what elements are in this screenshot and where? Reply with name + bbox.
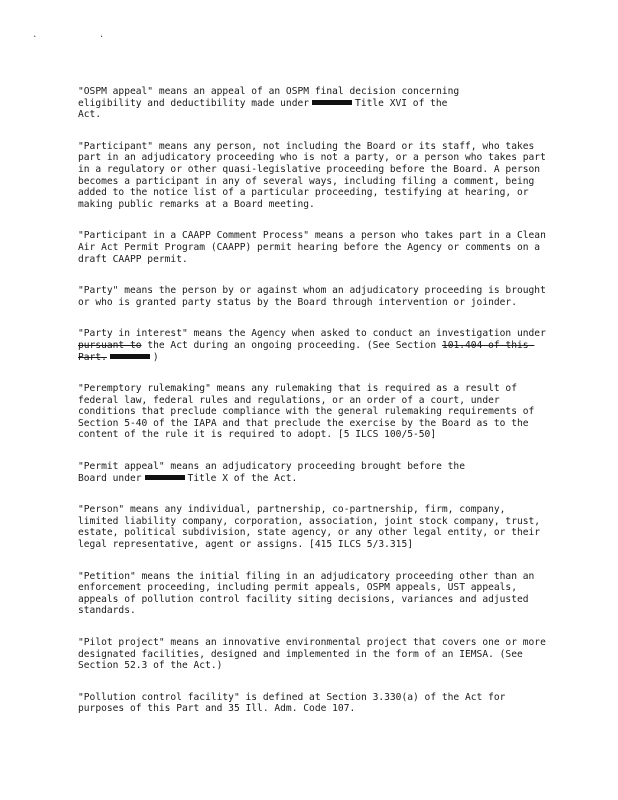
definition-permit-appeal (78, 461, 548, 484)
definition-party: "Party" means the person by or against whom an adjudicatory proceeding is brought or who is granted party status by the Board through intervention or joinder. (78, 285, 552, 308)
definition-text: ) (152, 351, 159, 363)
definition-text: Section (395, 339, 442, 351)
definition-text: the Act during an ongoing proceeding. (See (141, 339, 396, 351)
definition-person: "Person" means any individual, partnership, co-partnership, firm, company, limited liability company, corporation, association, joint stock company, trust, estate, political subdivision, state agency, or any other legal entity, or their legal representative, agent or assigns. [415 ILCS 5/3.315] (78, 504, 546, 551)
definition-text: Title XVI of the (355, 97, 448, 109)
definition-participant: "Participant" means any person, not including the Board or its staff, who takes part in an adjudicatory proceeding who is not a party, or a person who takes part in a regulatory or other quasi-legislative proceeding before the Board. A person becomes a participant in any of several ways, including filing a comment, being added to the notice list of a particular proceeding, testifying at hearing, or making public remarks at a Board meeting. (78, 140, 552, 210)
definition-text: "OSPM appeal" means an appeal of an OSPM final decision concerning (78, 86, 460, 97)
definition-petition: "Petition" means the initial filing in an adjudicatory proceeding other than an enforcement proceeding, including permit appeals, OSPM appeals, UST appeals, appeals of pollution control facility siting decisions, variances and adjusted standards. (78, 570, 541, 617)
definition-peremptory-rulemaking: "Peremptory rulemaking" means any rulemaking that is required as a result of federal law, federal rules and regulations, or an order of a court, under conditions that preclude compliance with the general rulemaking requirements of Section 5-40 of the IAPA and that preclude the exercise by the Board as to the content of the rule it is required to adopt. [5 ILCS 100/5-50] (78, 383, 541, 441)
definition-text: Title X of the Act. (187, 472, 298, 484)
definition-text: "Permit appeal" means an adjudicatory proceeding brought before the (78, 461, 465, 473)
definition-participant-caapp: "Participant in a CAAPP Comment Process" means a person who takes part in a Clean Air Act Permit Program (CAAPP) permit hearing before the Agency or comments on a draft CAAPP permit. (78, 230, 552, 265)
redaction-mark (312, 100, 352, 105)
definition-text: eligibility and deductibility made under (78, 97, 310, 109)
definitions-list (78, 86, 552, 735)
redaction-mark (110, 354, 150, 359)
struck-text: 101.404 of this Part. (78, 339, 535, 363)
definition-pollution-control-facility: "Pollution control facility" is defined at Section 3.330(a) of the Act for purposes of this Part and 35 Ill. Adm. Code 107. (78, 691, 512, 715)
definition-ospm-appeal (78, 86, 548, 121)
definition-party-in-interest (78, 328, 552, 363)
definition-text: "Party in interest" means the Agency when asked to conduct an investigation under (78, 328, 552, 340)
scan-specks: . . (32, 30, 133, 40)
redaction-mark (145, 475, 185, 480)
definition-text: Board under (78, 472, 142, 484)
definition-text: Act. (78, 109, 102, 121)
definition-pilot-project: "Pilot project" means an innovative environmental project that covers one or more designated facilities, designed and implemented in the form of an IEMSA. (See Section 52.3 of the Act.) (78, 637, 552, 672)
struck-text: pursuant to (78, 339, 142, 351)
